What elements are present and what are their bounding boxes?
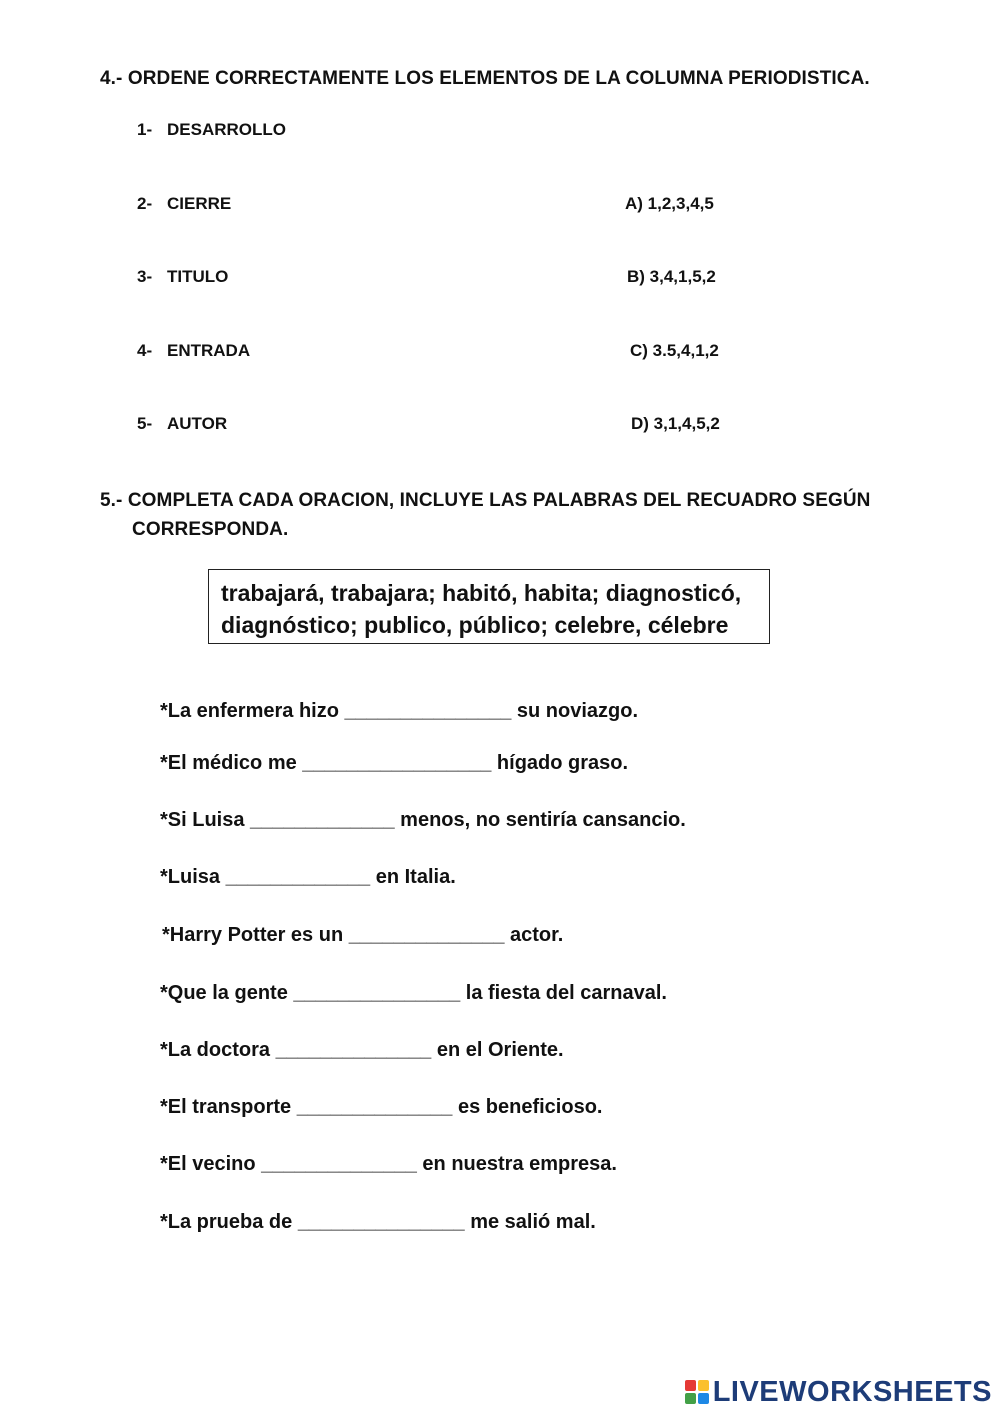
liveworksheets-logo-icon [685,1380,709,1404]
q4-item-label: DESARROLLO [167,120,286,139]
word-bank-box [208,569,770,644]
q4-item-1 [137,120,286,140]
q4-option-b[interactable]: B) 3,4,1,5,2 [627,267,716,286]
q4-item-number: 4- [137,341,153,360]
q4-item-3 [137,267,228,287]
sentence-10[interactable]: *La prueba de _______________ me salió mal. [160,1211,596,1233]
q4-option-a[interactable]: A) 1,2,3,4,5 [625,194,714,213]
q4-title: 4.- ORDENE CORRECTAMENTE LOS ELEMENTOS DE LA COLUMNA PERIODISTICA. [100,68,870,89]
liveworksheets-logo[interactable] [685,1376,992,1408]
sentence-6[interactable]: *Que la gente _______________ la fiesta del carnaval. [160,982,667,1004]
sentence-5[interactable]: *Harry Potter es un ______________ actor. [162,924,564,946]
sentence-7[interactable]: *La doctora ______________ en el Oriente. [160,1039,564,1061]
sentence-3[interactable]: *Si Luisa _____________ menos, no sentiría cansancio. [160,809,686,831]
word-bank-line-2: diagnóstico; publico, público; celebre, célebre [221,612,729,638]
sentence-9[interactable]: *El vecino ______________ en nuestra empresa. [160,1153,617,1175]
q4-item-label: CIERRE [167,194,232,213]
q4-item-label: ENTRADA [167,341,251,360]
q4-item-number: 3- [137,267,153,286]
q4-item-2 [137,194,231,214]
liveworksheets-logo-text: LIVEWORKSHEETS [712,1375,992,1408]
q4-option-c[interactable]: C) 3.5,4,1,2 [630,341,719,360]
q4-item-number: 5- [137,414,153,433]
q4-item-5 [137,414,227,434]
q4-option-d[interactable]: D) 3,1,4,5,2 [631,414,720,433]
q4-item-4 [137,341,250,361]
word-bank-line-1: trabajará, trabajara; habitó, habita; diagnosticó, [221,580,742,606]
sentence-2[interactable]: *El médico me _________________ hígado graso. [160,752,629,774]
sentence-1[interactable]: *La enfermera hizo _______________ su noviazgo. [160,700,639,722]
sentence-8[interactable]: *El transporte ______________ es beneficioso. [160,1096,603,1118]
sentence-4[interactable]: *Luisa _____________ en Italia. [160,866,456,888]
q5-title-line1: 5.- COMPLETA CADA ORACION, INCLUYE LAS PALABRAS DEL RECUADRO SEGÚN [100,490,871,511]
q5-title-line2: CORRESPONDA. [132,519,289,540]
q4-item-label: TITULO [167,267,229,286]
q4-item-label: AUTOR [167,414,228,433]
q4-item-number: 2- [137,194,153,213]
q4-item-number: 1- [137,120,153,139]
